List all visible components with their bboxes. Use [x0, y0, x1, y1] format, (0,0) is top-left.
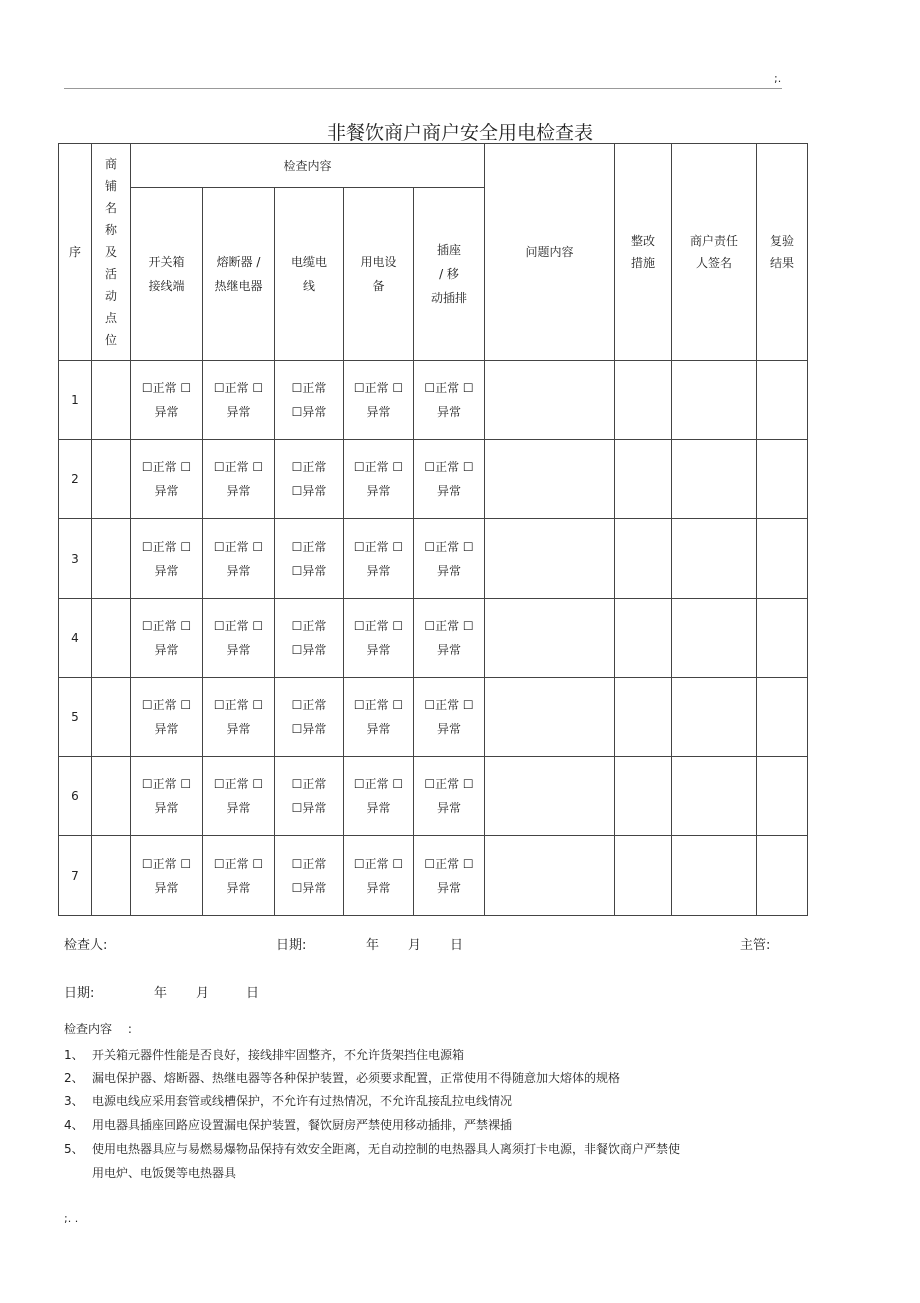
table-row [59, 361, 808, 440]
table-row [59, 678, 808, 757]
row-number: 2 [59, 440, 92, 519]
status-checkbox-cell[interactable]: ☐正常 ☐异常 [275, 599, 344, 678]
header-rule [64, 88, 782, 89]
status-checkbox-cell[interactable]: ☐正常 ☐ 异常 [203, 599, 275, 678]
status-checkbox-cell[interactable]: ☐正常 ☐ 异常 [414, 361, 485, 440]
problem-cell[interactable] [485, 599, 615, 678]
review-cell[interactable] [757, 361, 808, 440]
col-shop-header: 商 铺 名 称 及 活 动 点 位 [92, 144, 131, 361]
status-checkbox-cell[interactable]: ☐正常 ☐ 异常 [203, 519, 275, 599]
year2-label: 年 [154, 986, 168, 1001]
status-checkbox-cell[interactable]: ☐正常 ☐ 异常 [414, 440, 485, 519]
check-cable-header: 电缆电 线 [275, 188, 344, 361]
row-number: 5 [59, 678, 92, 757]
row-number: 6 [59, 757, 92, 836]
signature-cell[interactable] [672, 440, 757, 519]
shop-name-cell[interactable] [92, 599, 131, 678]
problem-cell[interactable] [485, 836, 615, 916]
review-cell[interactable] [757, 678, 808, 757]
status-checkbox-cell[interactable]: ☐正常 ☐ 异常 [344, 757, 414, 836]
shop-name-cell[interactable] [92, 361, 131, 440]
status-checkbox-cell[interactable]: ☐正常 ☐异常 [275, 440, 344, 519]
row-number: 4 [59, 599, 92, 678]
shop-name-cell[interactable] [92, 836, 131, 916]
fix-cell[interactable] [615, 361, 672, 440]
fix-cell[interactable] [615, 440, 672, 519]
fix-cell[interactable] [615, 757, 672, 836]
note-item-continued: 用电炉、电饭煲等电热器具 [92, 1166, 237, 1180]
month2-label: 月 [196, 986, 210, 1001]
review-cell[interactable] [757, 440, 808, 519]
status-checkbox-cell[interactable]: ☐正常 ☐ 异常 [344, 361, 414, 440]
signature-cell[interactable] [672, 599, 757, 678]
signature-cell[interactable] [672, 519, 757, 599]
signature-cell[interactable] [672, 678, 757, 757]
inspection-table [58, 143, 808, 916]
table-row [59, 836, 808, 916]
shop-name-cell[interactable] [92, 757, 131, 836]
review-cell[interactable] [757, 836, 808, 916]
review-cell[interactable] [757, 599, 808, 678]
status-checkbox-cell[interactable]: ☐正常 ☐异常 [275, 836, 344, 916]
table-row [59, 757, 808, 836]
status-checkbox-cell[interactable]: ☐正常 ☐ 异常 [131, 519, 203, 599]
row-number: 7 [59, 836, 92, 916]
header-mark: ;. [774, 72, 782, 85]
signature-cell[interactable] [672, 361, 757, 440]
status-checkbox-cell[interactable]: ☐正常 ☐ 异常 [131, 836, 203, 916]
problem-cell[interactable] [485, 361, 615, 440]
status-checkbox-cell[interactable]: ☐正常 ☐ 异常 [414, 599, 485, 678]
shop-name-cell[interactable] [92, 440, 131, 519]
check-socket-header: 插座 / 移 动插排 [414, 188, 485, 361]
status-checkbox-cell[interactable]: ☐正常 ☐ 异常 [414, 678, 485, 757]
shop-name-cell[interactable] [92, 678, 131, 757]
day-label: 日 [450, 938, 464, 953]
note-item: 1、 开关箱元器件性能是否良好，接线排牢固整齐，不允许货架挡住电源箱 [64, 1048, 465, 1062]
fix-cell[interactable] [615, 836, 672, 916]
note-item: 3、 电源电线应采用套管或线槽保护，不允许有过热情况，不允许乱接乱拉电线情况 [64, 1094, 513, 1108]
col-problem-header: 问题内容 [485, 144, 615, 361]
status-checkbox-cell[interactable]: ☐正常 ☐ 异常 [344, 599, 414, 678]
check-content-header: 检查内容 [131, 144, 485, 188]
status-checkbox-cell[interactable]: ☐正常 ☐ 异常 [344, 836, 414, 916]
signature-cell[interactable] [672, 757, 757, 836]
col-fix-header: 整改 措施 [615, 144, 672, 361]
check-device-header: 用电设 备 [344, 188, 414, 361]
status-checkbox-cell[interactable]: ☐正常 ☐ 异常 [414, 836, 485, 916]
problem-cell[interactable] [485, 678, 615, 757]
signature-cell[interactable] [672, 836, 757, 916]
notes-heading: 检查内容 : [64, 1022, 132, 1036]
problem-cell[interactable] [485, 440, 615, 519]
status-checkbox-cell[interactable]: ☐正常 ☐ 异常 [131, 678, 203, 757]
year-label: 年 [366, 938, 380, 953]
footer-mark: ;. . [64, 1212, 79, 1225]
status-checkbox-cell[interactable]: ☐正常 ☐ 异常 [344, 440, 414, 519]
form-title: 非餐饮商户商户安全用电检查表 [326, 122, 593, 144]
status-checkbox-cell[interactable]: ☐正常 ☐ 异常 [414, 519, 485, 599]
status-checkbox-cell[interactable]: ☐正常 ☐ 异常 [203, 361, 275, 440]
review-cell[interactable] [757, 519, 808, 599]
date-label: 日期: [276, 938, 307, 953]
inspector-label: 检查人: [64, 938, 108, 953]
table-row [59, 599, 808, 678]
note-item: 2、 漏电保护器、熔断器、热继电器等各种保护装置，必须要求配置，正常使用不得随意加大熔体的规格 [64, 1071, 621, 1085]
fix-cell[interactable] [615, 599, 672, 678]
table-row [59, 440, 808, 519]
status-checkbox-cell[interactable]: ☐正常 ☐ 异常 [131, 361, 203, 440]
supervisor-label: 主管: [740, 938, 771, 953]
problem-cell[interactable] [485, 519, 615, 599]
status-checkbox-cell[interactable]: ☐正常 ☐ 异常 [203, 757, 275, 836]
col-review-header: 复验 结果 [757, 144, 808, 361]
check-switchbox-header: 开关箱 接线端 [131, 188, 203, 361]
row-number: 1 [59, 361, 92, 440]
date2-label: 日期: [64, 986, 95, 1001]
col-sign-header: 商户责任 人签名 [672, 144, 757, 361]
fix-cell[interactable] [615, 678, 672, 757]
status-checkbox-cell[interactable]: ☐正常 ☐ 异常 [203, 836, 275, 916]
status-checkbox-cell[interactable]: ☐正常 ☐ 异常 [344, 678, 414, 757]
col-seq-header: 序 [59, 144, 92, 361]
row-number: 3 [59, 519, 92, 599]
day2-label: 日 [246, 986, 260, 1001]
note-item: 4、 用电器具插座回路应设置漏电保护装置，餐饮厨房严禁使用移动插排，严禁裸插 [64, 1118, 513, 1132]
note-item: 5、 使用电热器具应与易燃易爆物品保持有效安全距离，无自动控制的电热器具人离须打卡电源，非餐饮商户严禁使 [64, 1142, 681, 1156]
status-checkbox-cell[interactable]: ☐正常 ☐异常 [275, 361, 344, 440]
status-checkbox-cell[interactable]: ☐正常 ☐ 异常 [203, 440, 275, 519]
status-checkbox-cell[interactable]: ☐正常 ☐异常 [275, 519, 344, 599]
check-fuse-header: 熔断器 / 热继电器 [203, 188, 275, 361]
status-checkbox-cell[interactable]: ☐正常 ☐ 异常 [203, 678, 275, 757]
fix-cell[interactable] [615, 519, 672, 599]
problem-cell[interactable] [485, 757, 615, 836]
month-label: 月 [408, 938, 422, 953]
status-checkbox-cell[interactable]: ☐正常 ☐ 异常 [414, 757, 485, 836]
status-checkbox-cell[interactable]: ☐正常 ☐ 异常 [131, 440, 203, 519]
table-row [59, 519, 808, 599]
status-checkbox-cell[interactable]: ☐正常 ☐异常 [275, 678, 344, 757]
status-checkbox-cell[interactable]: ☐正常 ☐ 异常 [131, 599, 203, 678]
status-checkbox-cell[interactable]: ☐正常 ☐ 异常 [344, 519, 414, 599]
status-checkbox-cell[interactable]: ☐正常 ☐ 异常 [131, 757, 203, 836]
review-cell[interactable] [757, 757, 808, 836]
status-checkbox-cell[interactable]: ☐正常 ☐异常 [275, 757, 344, 836]
shop-name-cell[interactable] [92, 519, 131, 599]
